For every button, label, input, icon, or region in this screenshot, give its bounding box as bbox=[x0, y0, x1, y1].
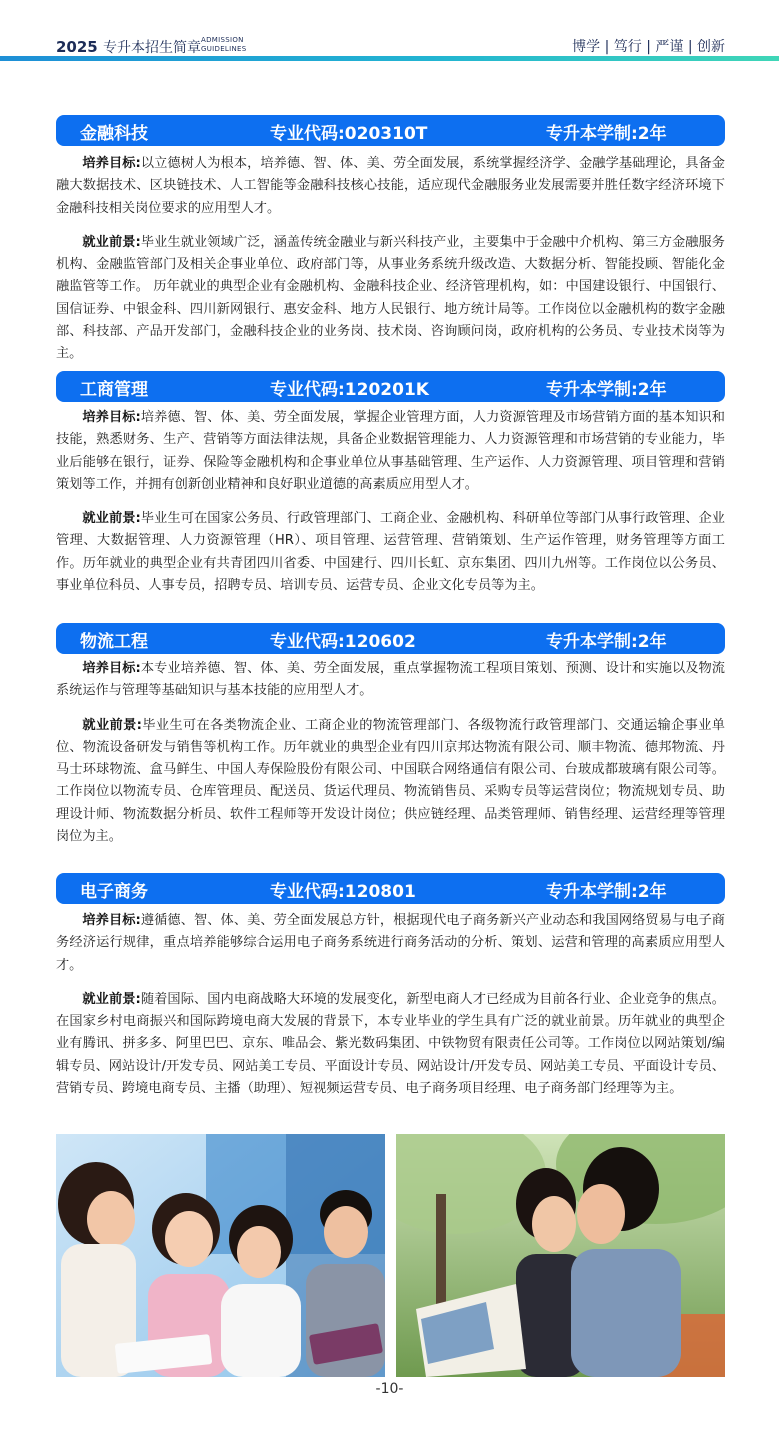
career-label: 就业前景: bbox=[82, 991, 141, 1007]
career-text: 毕业生可在国家公务员、行政管理部门、工商企业、金融机构、科研单位等部门从事行政管理、企业管理、大数据管理、人力资源管理（HR）、项目管理、运营管理、营销策划、生产运作管理，财务管理等方面工作。历年就业的典型企业有共青团四川省委、中国建行、四川长虹、京东集团、四川九州等。工作岗位以公务员、事业单位科员、人事专员，招聘专员、培训专员、运营专员、企业文化专员等为主。 bbox=[56, 511, 725, 594]
career-prospects bbox=[56, 715, 725, 849]
career-label: 就业前景: bbox=[82, 234, 141, 250]
students-reading-illustration bbox=[396, 1134, 725, 1377]
career-text: 毕业生就业领域广泛，涵盖传统金融业与新兴科技产业，主要集中于金融中介机构、第三方金融服务机构、金融监管部门及相关企事业单位、政府部门等，从事业务系统升级改造、大数据分析、智能投顾、智能化金融监管等工作。 历年就业的典型企业有金融机构、金融科技企业、经济管理机构，如：中国建设银行、中国银行、国信证券、中银金科、四川新网银行、惠安金科、地方人民银行、地方统计局等。工作岗位以金融机构的数字金融部、科技部、产品开发部门，金融科技企业的业务岗、技术岗、咨询顾问岗，政府机构的公务员、专业技术岗等为主。 bbox=[56, 234, 725, 362]
major-section-ecommerce bbox=[56, 873, 725, 1100]
training-goal bbox=[56, 153, 725, 220]
major-name: 工商管理 bbox=[80, 380, 148, 400]
students-group-photo bbox=[56, 1134, 385, 1377]
major-duration: 专升本学制:2年 bbox=[546, 124, 667, 144]
training-goal bbox=[56, 910, 725, 977]
training-goal bbox=[56, 658, 725, 703]
major-section-logistics bbox=[56, 623, 725, 848]
training-goal bbox=[56, 407, 725, 496]
brochure-name: 专升本招生简章 bbox=[102, 40, 201, 56]
career-label: 就业前景: bbox=[82, 717, 142, 733]
brochure-title bbox=[56, 37, 201, 57]
career-prospects bbox=[56, 989, 725, 1100]
major-title-bar bbox=[56, 115, 725, 146]
goal-text: 本专业培养德、智、体、美、劳全面发展，重点掌握物流工程项目策划、预测、设计和实施以及物流系统运作与管理等基础知识与基本技能的应用型人才。 bbox=[56, 661, 725, 699]
brochure-year: 2025 bbox=[56, 38, 98, 56]
goal-label: 培养目标: bbox=[82, 661, 141, 676]
career-label: 就业前景: bbox=[82, 511, 141, 527]
career-text: 毕业生可在各类物流企业、工商企业的物流管理部门、各级物流行政管理部门、交通运输企事业单位、物流设备研发与销售等机构工作。历年就业的典型企业有四川京邦达物流有限公司、顺丰物流、德邦物流、丹马士环球物流、盒马鲜生、中国人寿保险股份有限公司、中国联合网络通信有限公司、台玻成都玻璃有限公司等。工作岗位以物流专员、仓库管理员、配送员、货运代理员、物流销售员、采购专员等运营岗位；物流规划专员、助理设计师、物流数据分析员、软件工程师等开发设计岗位；供应链经理、品类管理师、销售经理、运营经理等管理岗位为主。 bbox=[56, 717, 725, 845]
major-section-business-admin bbox=[56, 371, 725, 597]
students-group-illustration bbox=[56, 1134, 385, 1377]
goal-text: 以立德树人为根本，培养德、智、体、美、劳全面发展，系统掌握经济学、金融学基础理论，具备金融大数据技术、区块链技术、人工智能等金融科技核心技能，适应现代金融服务业发展需要并胜任数字经济环境下金融科技相关岗位要求的应用型人才。 bbox=[56, 156, 725, 216]
major-title-bar bbox=[56, 623, 725, 654]
major-title-bar bbox=[56, 371, 725, 402]
goal-text: 遵循德、智、体、美、劳全面发展总方针，根据现代电子商务新兴产业动态和我国网络贸易与电子商务经济运行规律，重点培养能够综合运用电子商务系统进行商务活动的分析、策划、运营和管理的高素质应用型人才。 bbox=[56, 913, 725, 973]
students-reading-photo bbox=[396, 1134, 725, 1377]
major-title-bar bbox=[56, 873, 725, 904]
major-duration: 专升本学制:2年 bbox=[546, 632, 667, 652]
school-motto: 博学 | 笃行 | 严谨 | 创新 bbox=[572, 39, 725, 55]
major-name: 电子商务 bbox=[80, 882, 148, 902]
page-header bbox=[0, 0, 779, 62]
major-code: 专业代码:120801 bbox=[270, 882, 416, 902]
english-line-2: GUIDELINES bbox=[201, 45, 247, 53]
major-section-fintech bbox=[56, 115, 725, 366]
header-gradient-rule bbox=[0, 56, 779, 61]
major-duration: 专升本学制:2年 bbox=[546, 380, 667, 400]
goal-label: 培养目标: bbox=[82, 913, 141, 928]
goal-text: 培养德、智、体、美、劳全面发展，掌握企业管理方面，人力资源管理及市场营销方面的基本知识和技能，熟悉财务、生产、营销等方面法律法规，具备企业数据管理能力、人力资源管理和市场营销的专业能力，毕业后能够在银行，证券、保险等金融机构和企事业单位从事基础管理、生产运作、人力资源管理、项目管理和营销策划等工作，并拥有创新创业精神和良好职业道德的高素质应用型人才。 bbox=[56, 410, 725, 492]
page-number: -10- bbox=[375, 1381, 404, 1397]
goal-label: 培养目标: bbox=[82, 156, 141, 171]
major-name: 金融科技 bbox=[80, 124, 148, 144]
career-text: 随着国际、国内电商战略大环境的发展变化，新型电商人才已经成为目前各行业、企业竞争的焦点。在国家乡村电商振兴和国际跨境电商大发展的背景下，本专业毕业的学生具有广泛的就业前景。历年就业的典型企业有腾讯、拼多多、阿里巴巴、京东、唯品会、紫光数码集团、中铁物贸有限责任公司等。工作岗位以网站策划/编辑专员、网站设计/开发专员、网站美工专员、平面设计专员、网站设计/开发专员、网站美工专员、平面设计专员、营销专员、跨境电商专员、主播（助理）、短视频运营专员、电子商务项目经理、电子商务部门经理等为主。 bbox=[56, 991, 725, 1097]
major-duration: 专升本学制:2年 bbox=[546, 882, 667, 902]
career-prospects bbox=[56, 508, 725, 597]
major-code: 专业代码:120201K bbox=[270, 380, 429, 400]
brochure-english-title bbox=[201, 36, 247, 54]
english-line-1: ADMISSION bbox=[201, 36, 244, 44]
career-prospects bbox=[56, 232, 725, 366]
major-name: 物流工程 bbox=[80, 632, 148, 652]
goal-label: 培养目标: bbox=[82, 410, 141, 425]
major-code: 专业代码:120602 bbox=[270, 632, 416, 652]
major-code: 专业代码:020310T bbox=[270, 124, 428, 144]
